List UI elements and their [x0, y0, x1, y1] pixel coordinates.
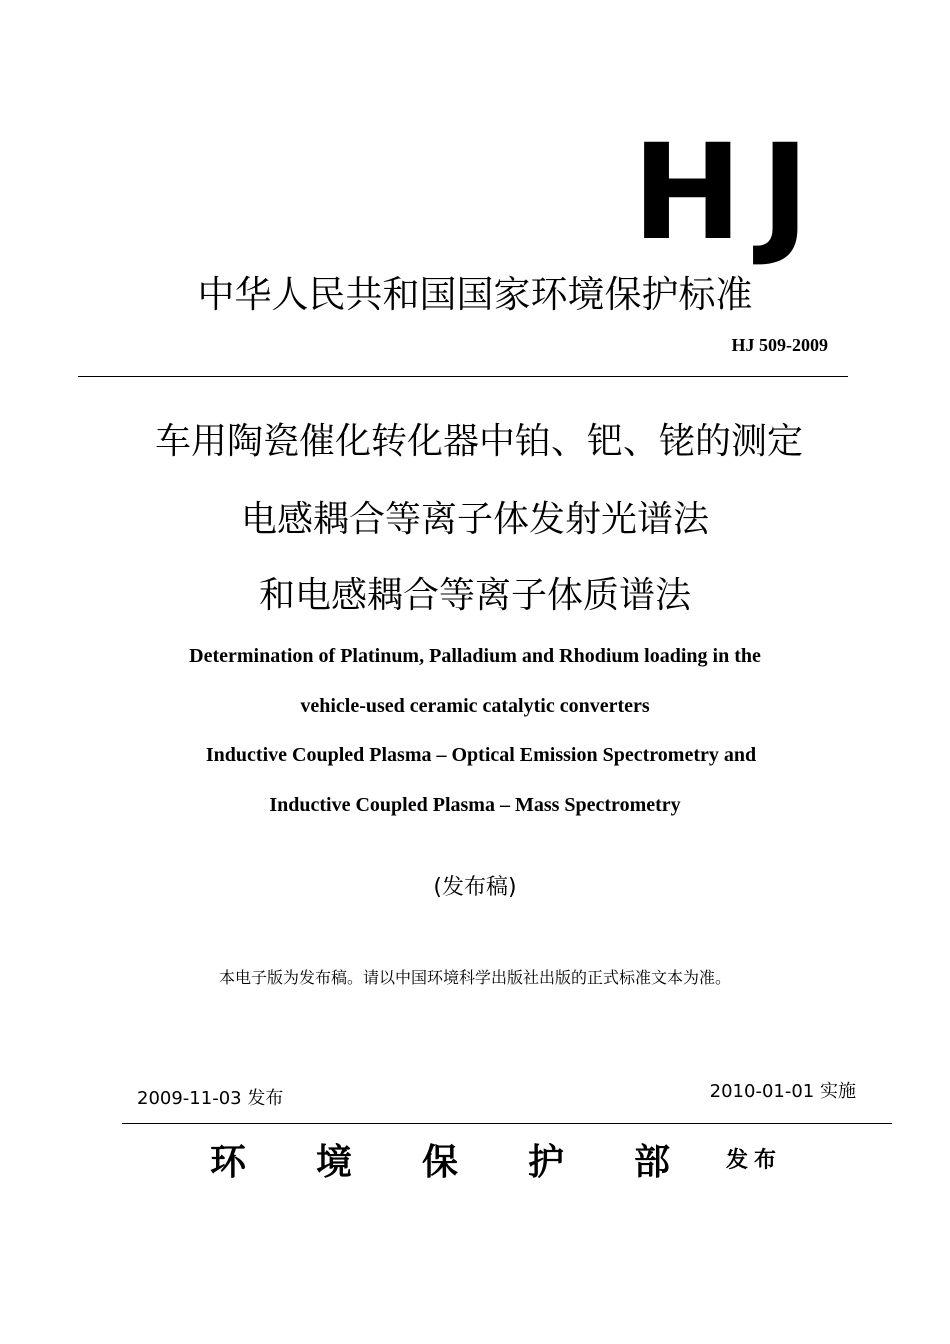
publish-label: 发布 — [726, 1148, 783, 1173]
title-cn-line-2: 电感耦合等离子体发射光谱法 — [240, 499, 709, 540]
standard-number: HJ 509-2009 — [731, 335, 828, 355]
publisher-name: 环境保护部 — [210, 1141, 741, 1183]
title-cn-line-3: 和电感耦合等离子体质谱法 — [258, 575, 691, 616]
hj-logo: HJ — [632, 116, 828, 270]
draft-status: (发布稿) — [433, 875, 517, 900]
title-en-line-4: Inductive Coupled Plasma – Mass Spectrometry — [269, 794, 681, 816]
top-divider — [78, 376, 848, 377]
effective-date: 2010-01-01 实施 — [709, 1081, 856, 1102]
title-en-line-3: Inductive Coupled Plasma – Optical Emission Spectrometry and — [205, 744, 757, 766]
title-en-line-1: Determination of Platinum, Palladium and Rhodium loading in the — [189, 645, 761, 667]
title-cn-line-1: 车用陶瓷催化转化器中铂、钯、铑的测定 — [154, 421, 803, 462]
edition-notice: 本电子版为发布稿。请以中国环境科学出版社出版的正式标准文本为准。 — [218, 968, 731, 987]
bottom-divider — [122, 1123, 892, 1124]
standard-category: 中华人民共和国国家环境保护标准 — [197, 273, 753, 316]
issue-date: 2009-11-03 发布 — [137, 1088, 284, 1109]
title-en-line-2: vehicle-used ceramic catalytic converters — [300, 695, 650, 717]
